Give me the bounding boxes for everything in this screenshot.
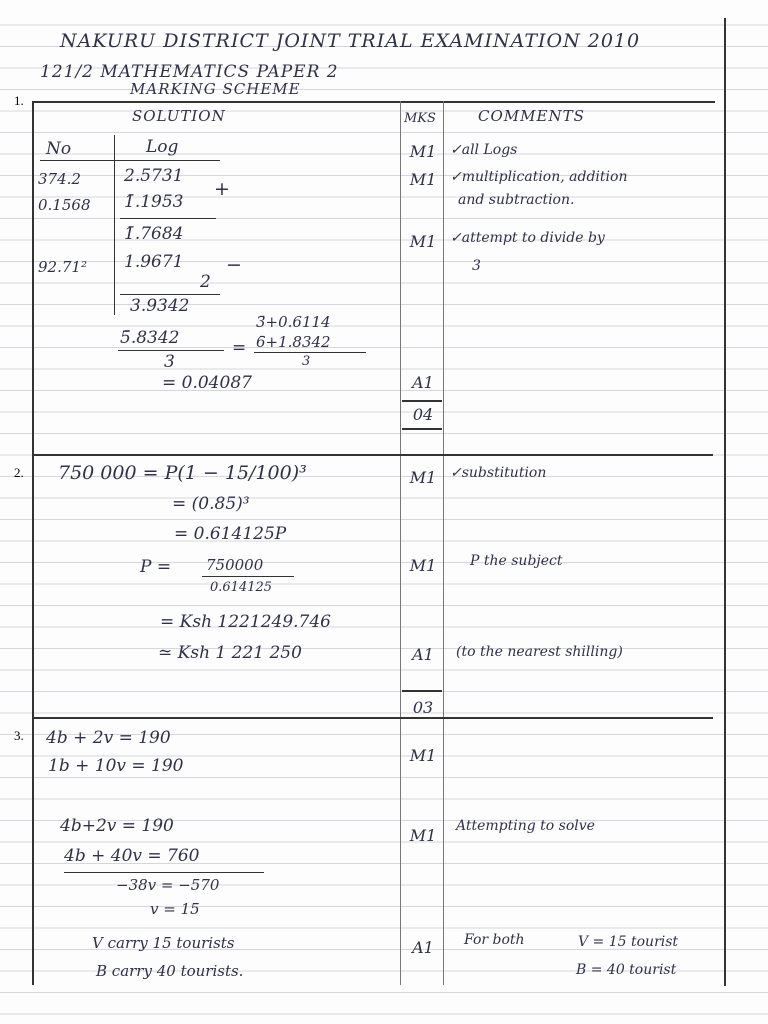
exam-title: NAKURU DISTRICT JOINT TRIAL EXAMINATION 2010	[60, 30, 641, 52]
q3-mark-1: M1	[409, 746, 437, 765]
solution-header: SOLUTION	[132, 107, 226, 125]
q3-comment-3: V = 15 tourist	[578, 934, 679, 950]
q3-comment-2: For both	[464, 932, 525, 948]
log-no-2: 0.1568	[38, 196, 91, 214]
q3-mark-3: A1	[412, 938, 434, 957]
comments-header: COMMENTS	[478, 107, 585, 125]
q2-mark-2: M1	[409, 556, 437, 575]
q1-comment-3: and subtraction.	[458, 192, 575, 208]
q3-line-5: −38v = −570	[116, 876, 220, 894]
paper-title: 121/2 MATHEMATICS PAPER 2	[40, 62, 339, 82]
minus-sign: −	[226, 254, 242, 276]
table-left-border	[32, 101, 34, 985]
log-value-6: 3.9342	[130, 296, 190, 316]
division-bar	[118, 350, 224, 351]
q2-line-1: 750 000 = P(1 − 15/100)³	[58, 462, 307, 484]
q2-line-6: ≃ Ksh 1 221 250	[158, 643, 302, 663]
log-value-3: 1̄.7684	[124, 224, 184, 244]
page-right-border	[724, 18, 726, 986]
question-number-3: 3.	[14, 728, 24, 743]
q1-mark-4: A1	[412, 373, 434, 392]
q1-total: 04	[412, 405, 434, 424]
q1-mark-2: M1	[409, 170, 437, 189]
q3-line-6: v = 15	[150, 900, 200, 918]
q2-total: 03	[412, 698, 434, 717]
q2-comment-2: P the subject	[470, 553, 563, 569]
q3-line-8: B carry 40 tourists.	[96, 962, 244, 980]
adjusted-characteristic: 3̄+0.6114	[256, 313, 331, 331]
q1-total-top-line	[402, 400, 442, 402]
adjusted-numerator: 6̄+1.8342	[256, 333, 331, 351]
q1-total-bottom-line	[402, 428, 442, 430]
q2-fraction-bar	[202, 576, 294, 577]
q2-p-numerator: 750000	[206, 556, 264, 574]
marks-header: MKS	[404, 111, 436, 126]
q1-mark-3: M1	[409, 232, 437, 251]
q2-p-denominator: 0.614125	[210, 580, 273, 595]
q3-line-4: 4b + 40v = 760	[64, 846, 200, 866]
log-no-1: 374.2	[38, 170, 81, 188]
log-table-header-underline	[40, 160, 220, 161]
q3-line-2: 1b + 10v = 190	[48, 756, 184, 776]
q1-mark-1: M1	[409, 142, 437, 161]
plus-sign: +	[214, 178, 230, 200]
q2-mark-1: M1	[409, 468, 437, 487]
log-value-4: 1.9671	[124, 252, 184, 272]
adjusted-denominator: 3	[302, 354, 311, 369]
q1-comment-4: ✓attempt to divide by	[450, 230, 605, 246]
division-denominator: 3	[164, 352, 175, 372]
q3-line-3: 4b+2v = 190	[60, 816, 174, 836]
q3-mark-2: M1	[409, 826, 437, 845]
q1-comment-1: ✓all Logs	[450, 142, 518, 158]
division-numerator: 5̄.8342	[120, 328, 180, 348]
q1-answer: = 0.04087	[162, 373, 252, 393]
sum-line	[120, 218, 216, 219]
q2-line-2: = (0.85)³	[172, 494, 250, 514]
log-table-no-header: No	[46, 139, 72, 159]
log-table-log-header: Log	[146, 137, 179, 157]
question-number-1: 1.	[14, 93, 24, 108]
log-value-2: 1̄.1953	[124, 192, 184, 212]
q2-p-label: P =	[140, 557, 172, 577]
q1-comment-5: 3	[472, 258, 481, 274]
log-table-divider	[114, 135, 115, 315]
q1-comment-2: ✓multiplication, addition	[450, 169, 628, 185]
question-number-2: 2.	[14, 465, 24, 480]
q3-line-1: 4b + 2v = 190	[46, 728, 171, 748]
q1-q2-separator	[32, 454, 713, 456]
q3-comment-4: B = 40 tourist	[576, 962, 677, 978]
q2-mark-3: A1	[412, 645, 434, 664]
q2-total-top-line	[402, 690, 442, 692]
difference-line	[120, 294, 220, 295]
q3-line-7: V carry 15 tourists	[92, 934, 235, 952]
q3-comment-1: Attempting to solve	[456, 818, 595, 834]
table-top-border	[32, 101, 715, 103]
comments-column-divider	[443, 101, 444, 985]
q2-q3-separator	[32, 717, 713, 719]
q3-subtraction-line	[64, 872, 264, 873]
q2-line-3: = 0.614125P	[174, 524, 287, 544]
q2-comment-3: (to the nearest shilling)	[456, 644, 623, 660]
adjusted-division-bar	[254, 352, 366, 353]
log-value-5: 2	[200, 272, 211, 292]
equals-sign: =	[232, 338, 247, 358]
scheme-title: MARKING SCHEME	[130, 80, 301, 98]
marks-column-divider	[400, 101, 401, 985]
log-no-4: 92.71²	[38, 258, 87, 276]
q2-line-5: = Ksh 1221249.746	[160, 612, 331, 632]
log-value-1: 2.5731	[124, 166, 184, 186]
q2-comment-1: ✓substitution	[450, 465, 547, 481]
